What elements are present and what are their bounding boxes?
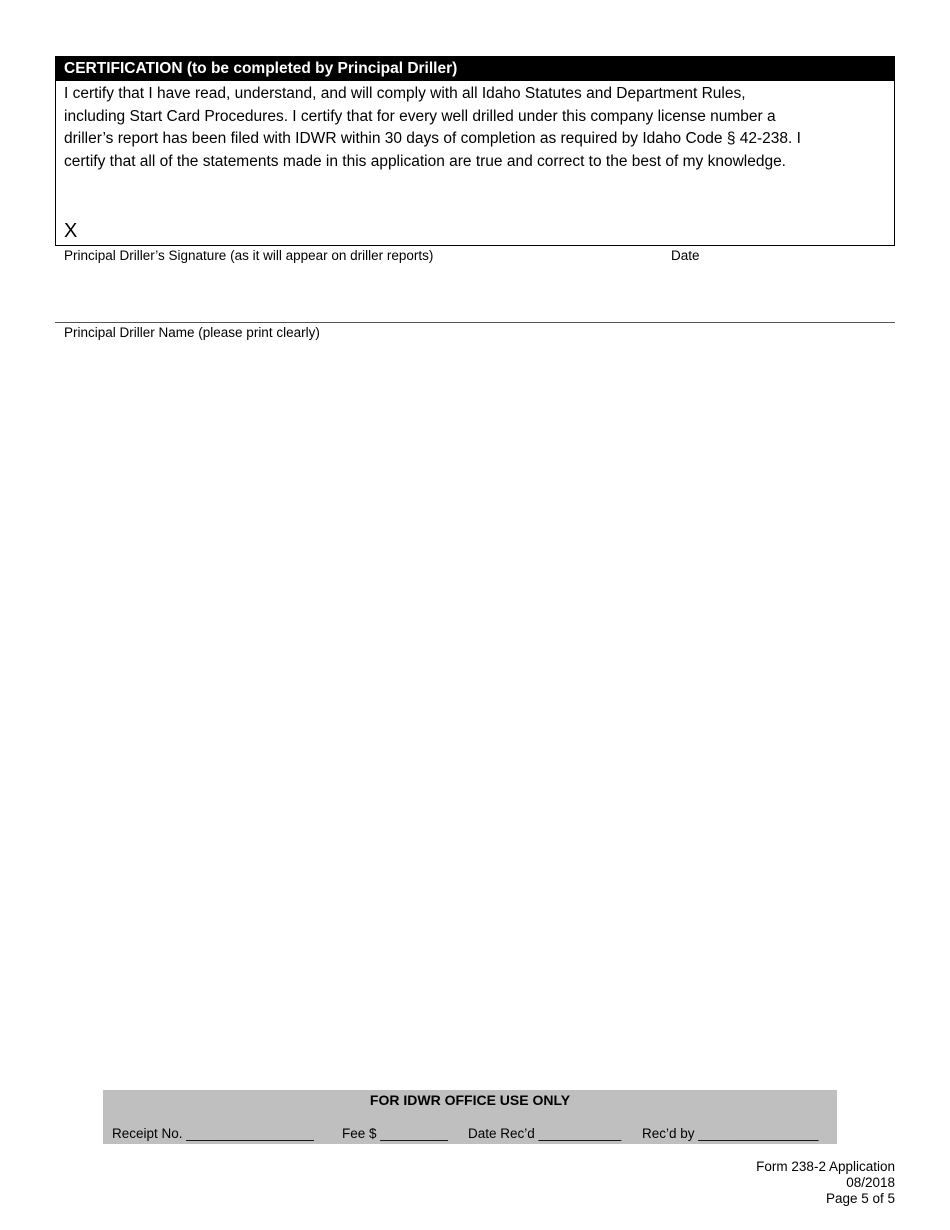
certification-line: I certify that I have read, understand, and will comply with all Idaho Statutes and Department Rules, bbox=[64, 85, 746, 102]
signature-label: Principal Driller’s Signature (as it will appear on driller reports) bbox=[64, 248, 434, 263]
certification-statement bbox=[56, 81, 894, 174]
name-label: Principal Driller Name (please print clearly) bbox=[64, 325, 320, 340]
certification-title: CERTIFICATION (to be completed by Principal Driller) bbox=[56, 57, 894, 81]
fee-field: Fee $ _________ bbox=[342, 1126, 448, 1141]
date-received-field: Date Rec’d ___________ bbox=[468, 1126, 622, 1141]
name-field-line[interactable] bbox=[55, 322, 895, 323]
certification-line: driller’s report has been filed with IDWR within 30 days of completion as required by Idaho Code § 42-238. I bbox=[64, 130, 801, 148]
form-name: Form 238-2 Application bbox=[756, 1159, 895, 1174]
received-by-field: Rec’d by ________________ bbox=[642, 1126, 819, 1141]
certification-section bbox=[55, 56, 895, 246]
date-label: Date bbox=[671, 248, 700, 263]
certification-line: including Start Card Procedures. I certify that for every well drilled under this company license number a bbox=[64, 107, 776, 125]
page-footer bbox=[756, 1159, 895, 1207]
office-use-title: FOR IDWR OFFICE USE ONLY bbox=[369, 1092, 571, 1108]
page-number: Page 5 of 5 bbox=[825, 1191, 895, 1206]
receipt-number-field: Receipt No. _________________ bbox=[112, 1126, 314, 1141]
office-use-section bbox=[103, 1090, 837, 1144]
form-revision: 08/2018 bbox=[846, 1175, 895, 1190]
signature-mark[interactable]: X bbox=[64, 220, 78, 242]
certification-line: certify that all of the statements made in this application are true and correct to the best of my knowledge. bbox=[64, 153, 786, 171]
